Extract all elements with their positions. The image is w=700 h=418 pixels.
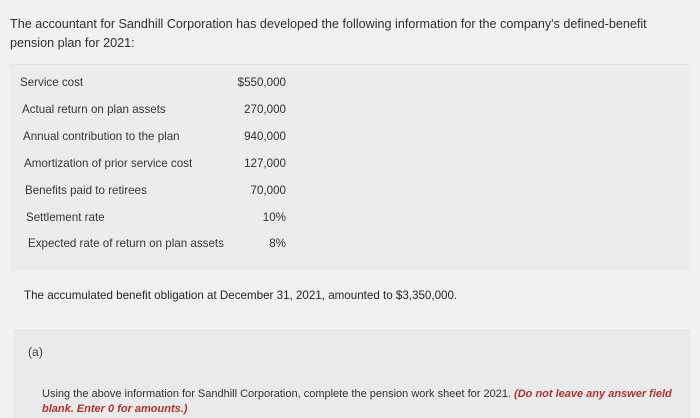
- row-label: Amortization of prior service cost: [24, 157, 193, 170]
- row-value: 270,000: [244, 103, 286, 116]
- table-row: [10, 127, 690, 147]
- row-value: 940,000: [244, 130, 286, 143]
- part-label: (a): [28, 345, 43, 359]
- pension-data-table: [10, 64, 690, 271]
- problem-intro: The accountant for Sandhill Corporation has developed the following information for the company's defined-benefit pension plan for 2021:: [10, 17, 647, 50]
- row-value: 70,000: [250, 184, 286, 197]
- row-label: Service cost: [20, 76, 84, 89]
- part-instruction: [42, 387, 672, 416]
- row-value: 8%: [269, 237, 286, 250]
- instruction-text: Using the above information for Sandhill Corporation, complete the pension work sheet for 2021.: [42, 388, 511, 400]
- table-row: [10, 100, 690, 120]
- row-label: Settlement rate: [26, 211, 105, 224]
- table-row: [10, 208, 690, 228]
- instruction-note: (Do not leave any answer field blank. Enter 0 for amounts.): [42, 388, 672, 415]
- row-value: 10%: [262, 211, 286, 224]
- table-row: [10, 73, 690, 93]
- row-label: Expected rate of return on plan assets: [28, 237, 224, 250]
- table-row: [10, 181, 690, 201]
- table-row: [10, 234, 690, 254]
- abo-statement: The accumulated benefit obligation at December 31, 2021, amounted to $3,350,000.: [24, 289, 458, 302]
- row-label: Actual return on plan assets: [22, 103, 166, 116]
- row-value: 127,000: [244, 157, 286, 170]
- row-label: Annual contribution to the plan: [23, 130, 180, 143]
- row-label: Benefits paid to retirees: [25, 184, 147, 197]
- table-row: [10, 154, 690, 174]
- row-value: $550,000: [237, 76, 286, 89]
